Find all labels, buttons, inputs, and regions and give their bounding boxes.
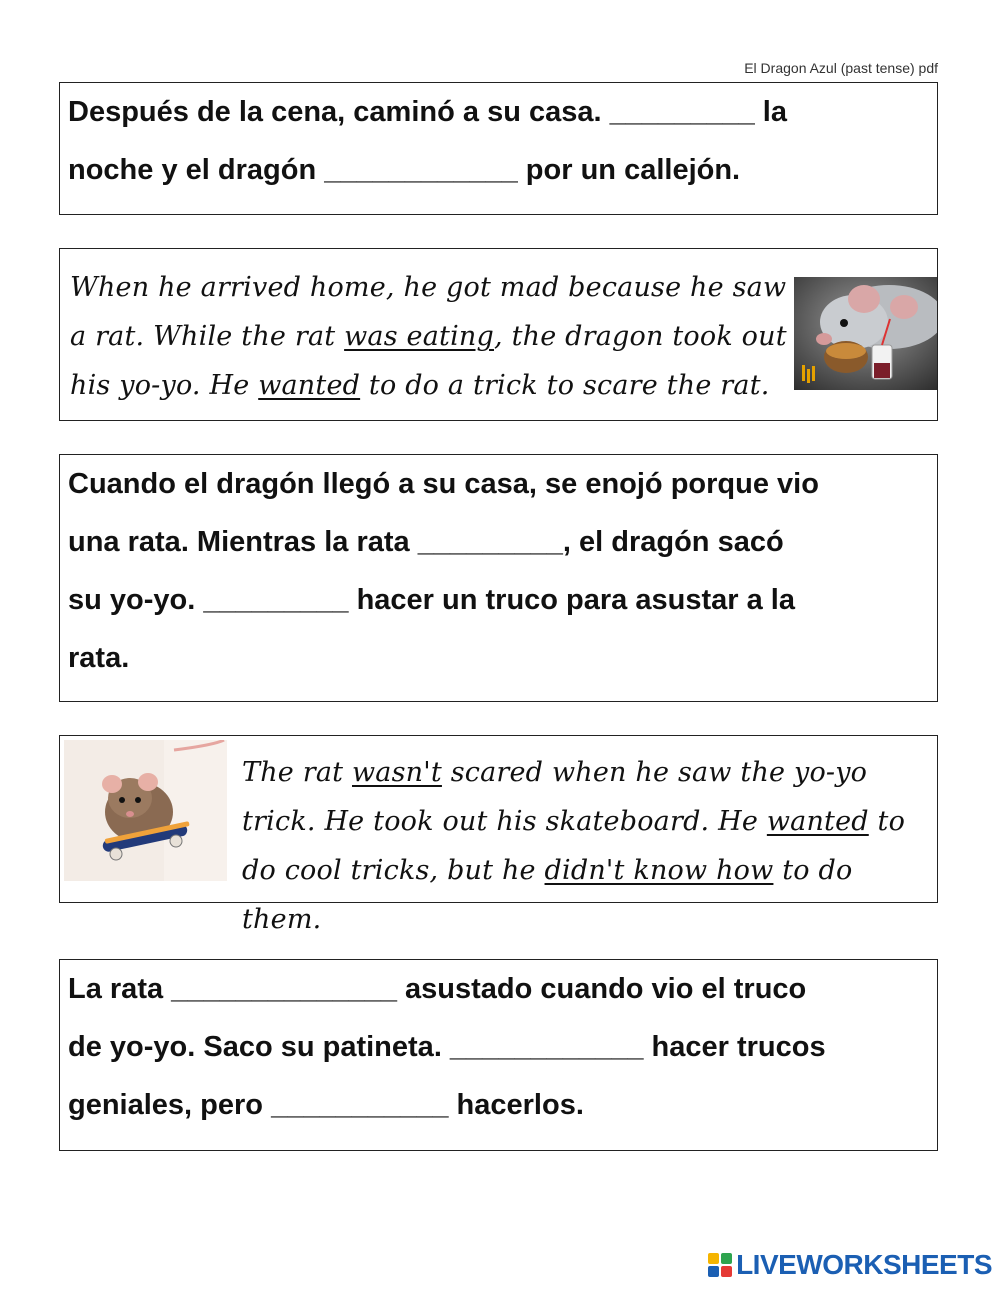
story-text: to do a trick to scare the rat. xyxy=(360,370,770,401)
sentence-line: noche y el dragón ____________ por un callejón. xyxy=(68,154,741,186)
story-text: to do cool tricks, but he xyxy=(242,806,906,886)
rat-skateboard-image xyxy=(64,740,227,881)
sentence-line: una rata. Mientras la rata _________, el dragón sacó xyxy=(68,526,784,558)
underlined-phrase: wanted xyxy=(766,806,869,837)
sentence-line: Después de la cena, caminó a su casa. _________ la xyxy=(68,96,787,128)
english-story-box-2 xyxy=(59,735,938,935)
spanish-sentence-box-3 xyxy=(59,959,938,1151)
underlined-phrase: wasn't xyxy=(352,757,442,788)
sentence-line: Cuando el dragón llegó a su casa, se enojó porque vio xyxy=(68,468,819,500)
english-story-text xyxy=(242,748,932,944)
english-story-text xyxy=(70,263,790,410)
sentence-line: geniales, pero ___________ hacerlos. xyxy=(68,1089,584,1121)
story-text: , the dragon took out his yo-yo. He xyxy=(70,321,787,401)
underlined-phrase: didn't know how xyxy=(544,855,774,886)
sentence-line: rata. xyxy=(68,642,130,674)
story-text: to do them. xyxy=(242,855,853,935)
liveworksheets-logo-icon xyxy=(708,1253,732,1277)
spanish-sentence-box-2 xyxy=(59,454,938,702)
spanish-sentence-box-1 xyxy=(59,82,938,215)
story-text: scared when he saw the yo-yo trick. He took out his skateboard. He xyxy=(242,757,868,837)
underlined-phrase: wanted xyxy=(258,370,361,401)
sentence-line: su yo-yo. _________ hacer un truco para asustar a la xyxy=(68,584,795,616)
liveworksheets-logo xyxy=(708,1249,992,1281)
sentence-line: de yo-yo. Saco su patineta. ____________ hacer trucos xyxy=(68,1031,826,1063)
underlined-phrase: was eating xyxy=(344,321,494,352)
rat-eating-image xyxy=(794,277,937,390)
header-note: El Dragon Azul (past tense) pdf xyxy=(744,60,938,76)
english-story-box-1 xyxy=(59,248,938,421)
story-text: The rat xyxy=(242,757,352,788)
sentence-line: La rata ______________ asustado cuando vio el truco xyxy=(68,973,807,1005)
brand-name: LIVEWORKSHEETS xyxy=(736,1249,992,1280)
story-text: When he arrived home, he got mad because he saw a rat. While the rat xyxy=(70,272,787,352)
